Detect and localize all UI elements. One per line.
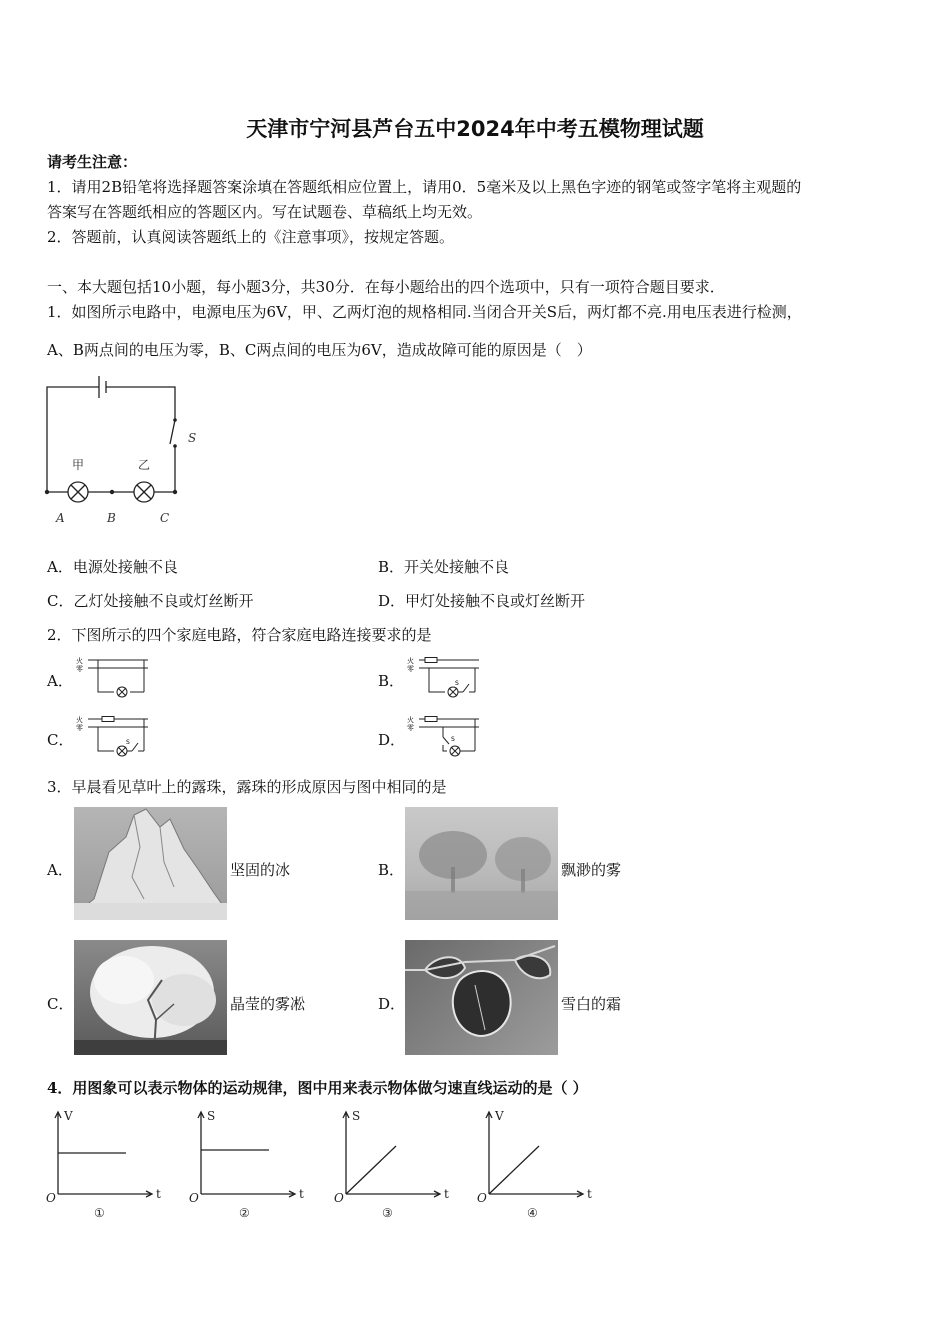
notice-line-2: 2．答题前，认真阅读答题纸上的《注意事项》，按规定答题。 (47, 228, 455, 246)
svg-text:S: S (455, 680, 459, 687)
q4-graph-1[interactable] (44, 1106, 169, 1221)
q4-graph-3[interactable] (332, 1106, 457, 1221)
q2-option-b-label[interactable]: B． (378, 672, 405, 690)
svg-text:O: O (477, 1191, 487, 1205)
q1-stem-b: A、B两点间的电压为零，B、C两点间的电压为6V，造成故障可能的原因是（ ） (47, 341, 592, 359)
q3-caption-frost: 雪白的霜 (561, 995, 622, 1013)
notice-line-1b: 答案写在答题纸相应的答题区内。写在试题卷、草稿纸上均无效。 (47, 203, 483, 221)
svg-text:S: S (451, 736, 455, 743)
svg-text:S: S (352, 1109, 361, 1123)
notice-line-1a: 1．请用2B铅笔将选择题答案涂填在答题纸相应位置上，请用0．5毫米及以上黑色字迹的钢笔或签字笔将主观题的 (47, 178, 802, 196)
q1-stem-a: 1．如图所示电路中，电源电压为6V，甲、乙两灯泡的规格相同.当闭合开关S后，两灯都不亮.用电压表进行检测， (47, 303, 802, 321)
q3-stem: 3．早晨看见草叶上的露珠，露珠的形成原因与图中相同的是 (47, 778, 447, 796)
q2-option-c-label[interactable]: C． (47, 731, 74, 749)
q2-option-a-label[interactable]: A． (47, 672, 73, 690)
svg-text:火: 火 (76, 657, 83, 665)
q1-option-d[interactable]: D．甲灯处接触不良或灯丝断开 (378, 592, 586, 610)
svg-text:零: 零 (76, 724, 83, 732)
q3-photo-rime[interactable] (74, 940, 227, 1055)
q1-option-a[interactable]: A．电源处接触不良 (47, 558, 178, 576)
svg-text:零: 零 (76, 665, 83, 673)
point-a-label: A (56, 511, 65, 525)
svg-text:火: 火 (407, 657, 414, 665)
q2-circuit-d[interactable] (405, 713, 481, 757)
point-b-label: B (107, 511, 116, 525)
q3-photo-frost[interactable] (405, 940, 558, 1055)
lamp-jia-label: 甲 (72, 458, 85, 472)
q3-option-a-label[interactable]: A． (47, 861, 73, 879)
point-c-label: C (160, 511, 170, 525)
q3-photo-fog[interactable] (405, 807, 558, 920)
q2-option-d-label[interactable]: D． (378, 731, 406, 749)
q3-option-c-label[interactable]: C． (47, 995, 74, 1013)
q2-circuit-a[interactable] (74, 654, 150, 698)
point-c-dot (173, 490, 177, 494)
notice-heading: 请考生注意： (47, 153, 138, 171)
q2-circuit-b[interactable] (405, 654, 481, 698)
svg-text:火: 火 (407, 716, 414, 724)
svg-text:V: V (495, 1109, 504, 1123)
svg-text:③: ③ (382, 1206, 393, 1220)
q3-option-b-label[interactable]: B． (378, 861, 405, 879)
svg-text:零: 零 (407, 665, 414, 673)
q4-graph-2[interactable] (187, 1106, 312, 1221)
lamp-yi-label: 乙 (138, 458, 151, 472)
svg-text:t: t (444, 1187, 449, 1201)
svg-text:O: O (189, 1191, 199, 1205)
svg-text:O: O (46, 1191, 56, 1205)
svg-text:t: t (299, 1187, 304, 1201)
svg-text:V: V (64, 1109, 73, 1123)
q3-option-d-label[interactable]: D． (378, 995, 406, 1013)
q4-stem: 4．用图象可以表示物体的运动规律，图中用来表示物体做匀速直线运动的是（ ） (47, 1079, 588, 1097)
point-b-dot (110, 490, 114, 494)
q4-graph-4[interactable] (475, 1106, 600, 1221)
svg-text:O: O (334, 1191, 344, 1205)
svg-text:S: S (207, 1109, 216, 1123)
q1-option-c[interactable]: C．乙灯处接触不良或灯丝断开 (47, 592, 254, 610)
svg-text:t: t (587, 1187, 592, 1201)
q3-caption-rime: 晶莹的雾凇 (230, 995, 306, 1013)
page-title: 天津市宁河县芦台五中2024年中考五模物理试题 (246, 117, 704, 141)
q3-caption-ice: 坚固的冰 (230, 861, 291, 879)
svg-text:零: 零 (407, 724, 414, 732)
svg-text:t: t (156, 1187, 161, 1201)
svg-text:④: ④ (527, 1206, 538, 1220)
svg-text:S: S (126, 739, 130, 746)
svg-text:火: 火 (76, 716, 83, 724)
point-a-dot (45, 490, 49, 494)
switch-s-label: S (188, 431, 197, 445)
q1-option-b[interactable]: B．开关处接触不良 (378, 558, 510, 576)
q3-photo-ice[interactable] (74, 807, 227, 920)
section-heading: 一、本大题包括10小题，每小题3分，共30分．在每小题给出的四个选项中，只有一项符合题目要求． (47, 278, 725, 296)
q2-circuit-c[interactable] (74, 713, 150, 757)
q3-caption-fog: 飘渺的雾 (561, 861, 622, 879)
q2-stem: 2．下图所示的四个家庭电路，符合家庭电路连接要求的是 (47, 626, 432, 644)
svg-text:②: ② (239, 1206, 250, 1220)
q1-circuit-diagram (40, 368, 220, 530)
svg-text:①: ① (94, 1206, 105, 1220)
